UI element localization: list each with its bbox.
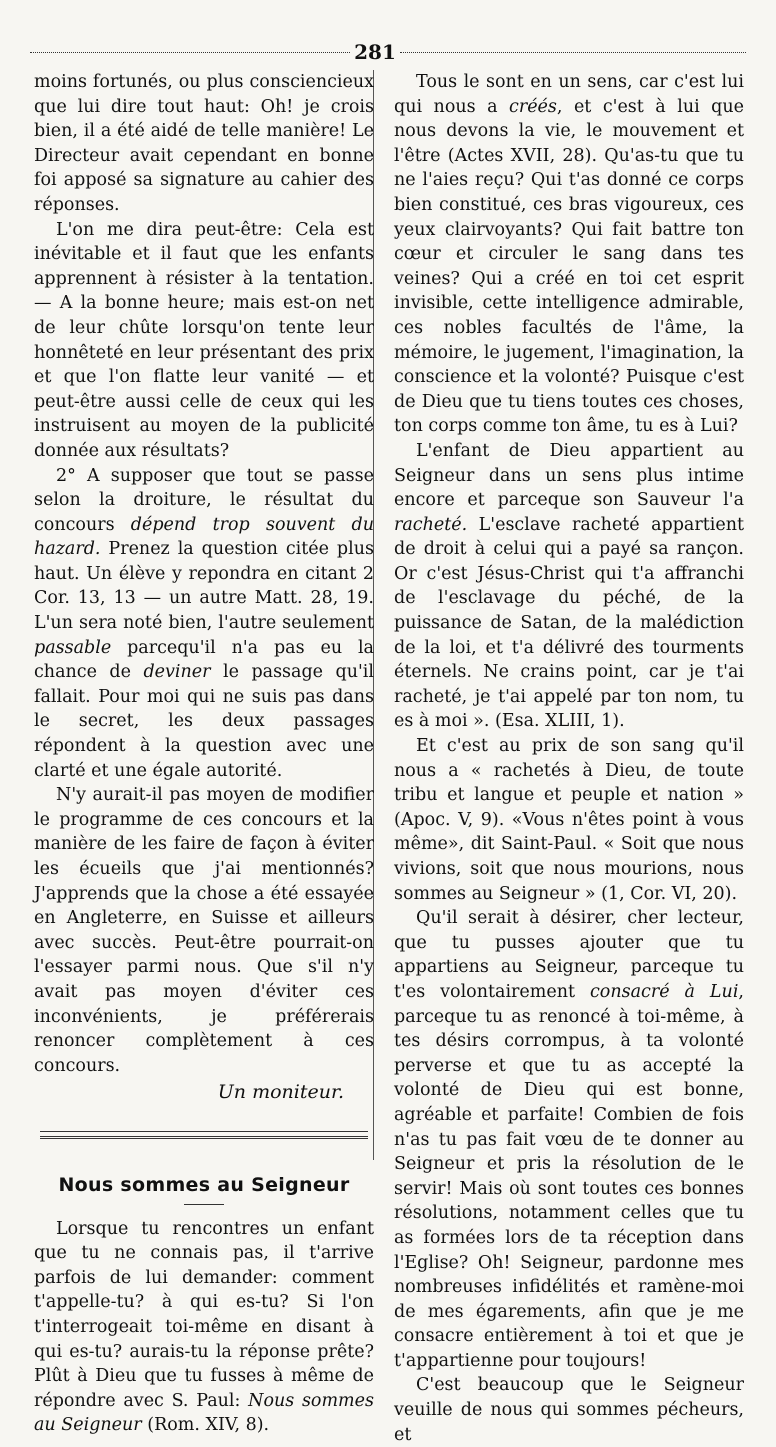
text-run: le passage qu'il fallait. Pour moi qui ne suis pas dans le secret, les deux passages répondent à la question avec une clarté et une égale autorité. [34, 662, 374, 781]
text-run: Lorsque tu rencontres un enfant que tu ne connais pas, il t'arrive parfois de lui demander: comment t'appelle-tu? à qui es-tu? Si l'on t'interrogeait toi-même en disant à qui es-tu? aurais-tu la réponse prête? Plût à Dieu que tu fusses à même de répondre avec S. Paul: [34, 1218, 374, 1411]
emphasis: Nous sommes au Seigneur [34, 1390, 374, 1436]
emphasis: créés [509, 96, 557, 117]
text-run: parcequ'il n'a pas eu la chance de [34, 637, 374, 683]
text-run: , et c'est à lui que nous devons la vie, le mouvement et l'être (Actes XVII, 28). Qu'as-tu que tu ne l'aies reçu? Qui t'as donné ce corps bien constitué, ces bras vigoureux, ces yeux clairvoyants? Qui fait battre ton cœur et circuler le sang dans tes veines? Qui a créé en toi cet esprit invisible, cette intelligence admirable, ces nobles facultés de l'âme, la mémoire, le jugement, l'imagination, la conscience et la volonté? Puisque c'est de Dieu que tu tiens toutes ces choses, ton corps comme ton âme, tu es à Lui? [394, 96, 744, 437]
right-column [394, 70, 744, 1447]
paragraph [34, 1217, 374, 1438]
signature: Un moniteur. [217, 1081, 344, 1104]
section-divider-double [40, 1136, 368, 1139]
paragraph [394, 70, 744, 439]
text-run: (Rom. XIV, 8). [141, 1415, 270, 1436]
header-rule-right [400, 52, 746, 53]
left-column [34, 70, 374, 1438]
paragraph: L'on me dira peut-être: Cela est inévitable et il faut que les enfants apprennent à résister à la tentation. — A la bonne heure; mais est-on net de leur chûte lorsqu'on tente leur honnêteté en leur présentant des prix et que l'on flatte leur vanité — et peut-être aussi celle de ceux qui les instruisent au moyen de la publicité donnée aux résultats? [34, 219, 374, 461]
paragraph: moins fortunés, ou plus consciencieux que lui dire tout haut: Oh! je crois bien, il a été aidé de telle manière! Le Directeur avait cependant en bonne foi apposé sa signature au cahier des réponses. [34, 72, 374, 215]
paragraph [394, 439, 744, 734]
text-run: Qu'il serait à désirer, cher lecteur, que tu pusses ajouter que tu appartiens au Seigneur, parceque tu t'es volontairement [394, 908, 744, 1002]
page-header [30, 40, 746, 64]
emphasis: racheté. [394, 514, 468, 535]
text-run: L'esclave racheté appartient de droit à celui qui a payé sa rançon. Or c'est Jésus-Christ qui t'a affranchi de l'esclavage du péché, de la puissance de Satan, de la malédiction de la loi, et t'a délivré des tourments éternels. Ne crains point, car je t'ai racheté, je t'ai appelé par ton nom, tu es à moi ». (Esa. XLIII, 1). [394, 514, 744, 732]
text-run: 2° A supposer que tout se passe selon la droiture, le résultat du concours [34, 465, 374, 535]
text-run: , parceque tu as renoncé à toi-même, à tes désirs corrompus, à ta volonté perverse et que tu as accepté la volonté de Dieu qui est bonne, agréable et parfaite! Combien de fois n'as tu pas fait vœu de te donner au Seigneur et pris la résolution de le servir! Mais où sont toutes ces bonnes résolutions, notamment celles que tu as formées lors de ta réception dans l'Eglise? Oh! Seigneur, pardonne mes nombreuses infidélités et ramène-moi de mes égarements, afin que je me consacre entièrement à toi et que je t'appartienne pour toujours! [394, 981, 744, 1371]
emphasis: passable [34, 637, 112, 658]
paragraph [34, 464, 374, 784]
section-title: Nous sommes au Seigneur [58, 1173, 350, 1196]
section-divider [40, 1131, 368, 1132]
text-run: Prenez la question citée plus haut. Un élève y repondra en citant 2 Cor. 13, 13 — un autre Matt. 28, 19. L'un sera noté bien, l'autre seulement [34, 539, 374, 634]
title-underline [184, 1204, 224, 1205]
paragraph: N'y aurait-il pas moyen de modifier le programme de ces concours et la manière de les faire de façon à éviter les écueils que j'ai mentionnés? J'apprends que la chose a été essayée en Angleterre, en Suisse et ailleurs avec succès. Peut-être pourrait-on l'essayer parmi nous. Que s'il n'y avait pas moyen d'éviter ces inconvénients, je préférerais renoncer complètement à ces concours. [34, 785, 374, 1076]
emphasis: consacré à Lui [590, 981, 739, 1002]
paragraph: Et c'est au prix de son sang qu'il nous a « rachetés à Dieu, de toute tribu et langue et peuple et nation » (Apoc. V, 9). «Vous n'êtes point à vous même», dit Saint-Paul. « Soit que nous vivions, soit que nous mourions, nous sommes au Seigneur » (1, Cor. VI, 20). [394, 736, 744, 904]
text-run: Tous le sont en un sens, car c'est lui qui nous a [394, 72, 744, 117]
paragraph: C'est beaucoup que le Seigneur veuille de nous qui sommes pécheurs, et [394, 1375, 744, 1445]
text-run: L'enfant de Dieu appartient au Seigneur dans un sens plus intime encore et parceque son Sauveur l'a [394, 440, 744, 511]
page-number: 281 [354, 40, 396, 64]
paragraph [394, 906, 744, 1373]
emphasis: dépend trop souvent du hazard. [34, 514, 374, 560]
emphasis: deviner [143, 662, 211, 683]
header-rule-left [30, 52, 350, 53]
